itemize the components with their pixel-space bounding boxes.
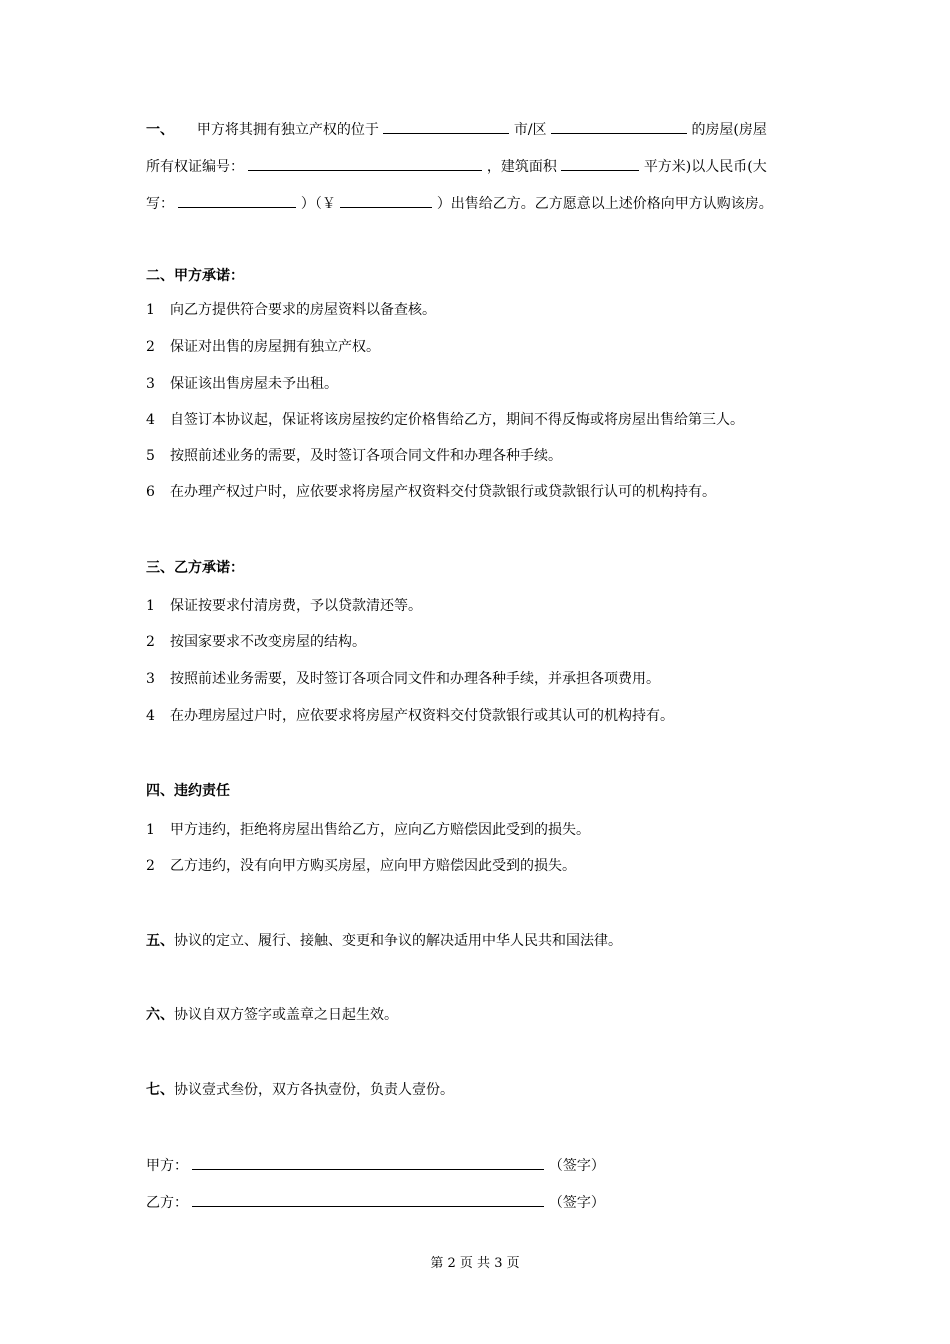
section1-text-g: 写： bbox=[146, 196, 174, 212]
list-item: 4 在办理房屋过户时，应依要求将房屋产权资料交付贷款银行或其认可的机构持有。 bbox=[146, 708, 674, 724]
location-blank[interactable] bbox=[383, 119, 509, 134]
page-number: 第 2 页 共 3 页 bbox=[430, 1256, 520, 1271]
section1-text-c: 的房屋(房屋 bbox=[691, 122, 767, 138]
list-item: 6 在办理产权过户时，应依要求将房屋产权资料交付贷款银行或贷款银行认可的机构持有。 bbox=[146, 484, 716, 500]
list-item: 2 保证对出售的房屋拥有独立产权。 bbox=[146, 339, 380, 355]
list-item: 4 自签订本协议起，保证将该房屋按约定价格售给乙方，期间不得反悔或将房屋出售给第三人。 bbox=[146, 412, 744, 428]
price-words-blank[interactable] bbox=[178, 193, 296, 208]
party-b-signature-field[interactable] bbox=[192, 1192, 544, 1207]
section7: 七、协议壹式叁份，双方各执壹份，负责人壹份。 bbox=[146, 1082, 454, 1098]
party-a-signature-line bbox=[146, 1155, 605, 1176]
section1-text-e: ，建筑面积 bbox=[486, 159, 557, 175]
list-item: 2 按国家要求不改变房屋的结构。 bbox=[146, 634, 366, 650]
party-a-label: 甲方： bbox=[146, 1158, 188, 1174]
section1-text-b: 市/区 bbox=[513, 122, 547, 138]
certificate-number-blank[interactable] bbox=[248, 156, 482, 171]
area-blank[interactable] bbox=[561, 156, 639, 171]
section1-line2 bbox=[146, 156, 767, 177]
party-b-signature-line bbox=[146, 1192, 605, 1213]
section4-heading: 四、违约责任 bbox=[146, 783, 230, 799]
list-item: 2 乙方违约，没有向甲方购买房屋，应向甲方赔偿因此受到的损失。 bbox=[146, 858, 576, 874]
list-item: 3 保证该出售房屋未予出租。 bbox=[146, 376, 338, 392]
section1-text-f: 平方米)以人民币(大 bbox=[643, 159, 767, 175]
list-item: 1 保证按要求付清房费，予以贷款清还等。 bbox=[146, 598, 422, 614]
list-item: 3 按照前述业务需要，及时签订各项合同文件和办理各种手续，并承担各项费用。 bbox=[146, 671, 660, 687]
section1-text-i: ）出售给乙方。乙方愿意以上述价格向甲方认购该房。 bbox=[436, 196, 773, 212]
section6: 六、协议自双方签字或盖章之日起生效。 bbox=[146, 1007, 398, 1023]
section1-heading: 一、 bbox=[146, 122, 174, 138]
section1-text-h: ）（￥ bbox=[300, 196, 336, 212]
party-b-label: 乙方： bbox=[146, 1195, 188, 1211]
section2-heading: 二、甲方承诺： bbox=[146, 268, 244, 284]
section5: 五、协议的定立、履行、接触、变更和争议的解决适用中华人民共和国法律。 bbox=[146, 933, 622, 949]
section1-text-d: 所有权证编号： bbox=[146, 159, 244, 175]
sign-note: （签字） bbox=[548, 1158, 605, 1174]
list-item: 5 按照前述业务的需要，及时签订各项合同文件和办理各种手续。 bbox=[146, 448, 562, 464]
list-item: 1 向乙方提供符合要求的房屋资料以备查核。 bbox=[146, 302, 436, 318]
sign-note: （签字） bbox=[548, 1195, 605, 1211]
section3-heading: 三、乙方承诺： bbox=[146, 560, 244, 576]
section1-line3 bbox=[146, 193, 773, 214]
district-blank[interactable] bbox=[551, 119, 687, 134]
section1-line1 bbox=[146, 119, 767, 140]
party-a-signature-field[interactable] bbox=[192, 1155, 544, 1170]
price-number-blank[interactable] bbox=[340, 193, 432, 208]
section1-text-a: 甲方将其拥有独立产权的位于 bbox=[196, 122, 379, 138]
list-item: 1 甲方违约，拒绝将房屋出售给乙方，应向乙方赔偿因此受到的损失。 bbox=[146, 822, 590, 838]
